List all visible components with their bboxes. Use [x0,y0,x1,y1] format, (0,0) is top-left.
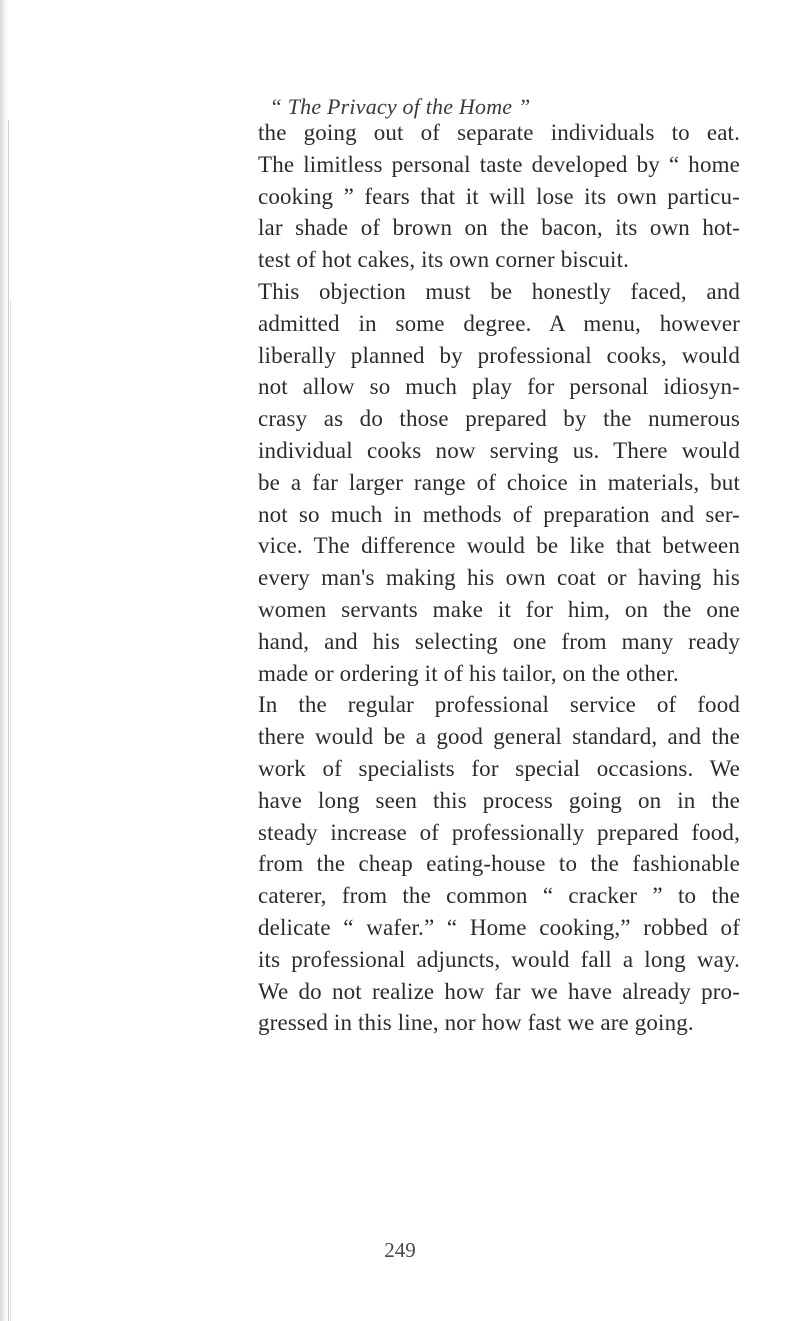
text-line: from the cheap eating-house to the fashionable [258,851,740,877]
text-line: This objection must be honestly faced, and [258,278,740,304]
text-line: liberally planned by professional cooks, would [258,342,740,368]
text-line: not allow so much play for personal idiosyn- [258,374,740,400]
text-line: not so much in methods of preparation and ser- [258,501,740,527]
page-edge-line-secondary [10,300,11,1321]
text-line: work of specialists for special occasions. We [258,755,740,781]
text-line: cooking ” fears that it will lose its own particu- [258,183,740,209]
text-line: the going out of separate individuals to eat. [258,120,740,145]
text-line: steady increase of professionally prepared food, [258,819,740,845]
text-line: be a far larger range of choice in materials, but [258,469,740,495]
page-number: 249 [384,1238,416,1262]
text-line: caterer, from the common “ cracker ” to the [258,883,740,909]
body-text [258,117,740,1039]
text-line: The limitless personal taste developed by “ home [258,151,740,177]
page-gutter-shadow [0,0,8,1321]
text-line: hand, and his selecting one from many ready [258,628,740,654]
text-line: its professional adjuncts, would fall a long way. [258,946,740,972]
text-line: gressed in this line, nor how fast we are going. [258,1010,694,1036]
text-line: We do not realize how far we have already pro- [258,978,740,1004]
page-edge-line [8,120,9,1321]
text-line: every man's making his own coat or having his [258,565,740,591]
text-line: crasy as do those prepared by the numerous [258,406,740,432]
text-line: lar shade of brown on the bacon, its own hot- [258,215,740,241]
text-line: made or ordering it of his tailor, on the other. [258,660,679,686]
text-line: individual cooks now serving us. There would [258,437,740,463]
text-line: women servants make it for him, on the one [258,596,740,622]
text-line: admitted in some degree. A menu, however [258,310,740,336]
text-line: delicate “ wafer.” “ Home cooking,” robbed of [258,914,740,940]
text-line: test of hot cakes, its own corner biscuit. [258,247,630,273]
text-line: vice. The difference would be like that between [258,533,740,559]
text-line: In the regular professional service of food [258,692,740,718]
text-line: have long seen this process going on in the [258,787,740,813]
running-head: “ The Privacy of the Home ” [269,94,531,119]
text-line: there would be a good general standard, and the [258,724,740,750]
